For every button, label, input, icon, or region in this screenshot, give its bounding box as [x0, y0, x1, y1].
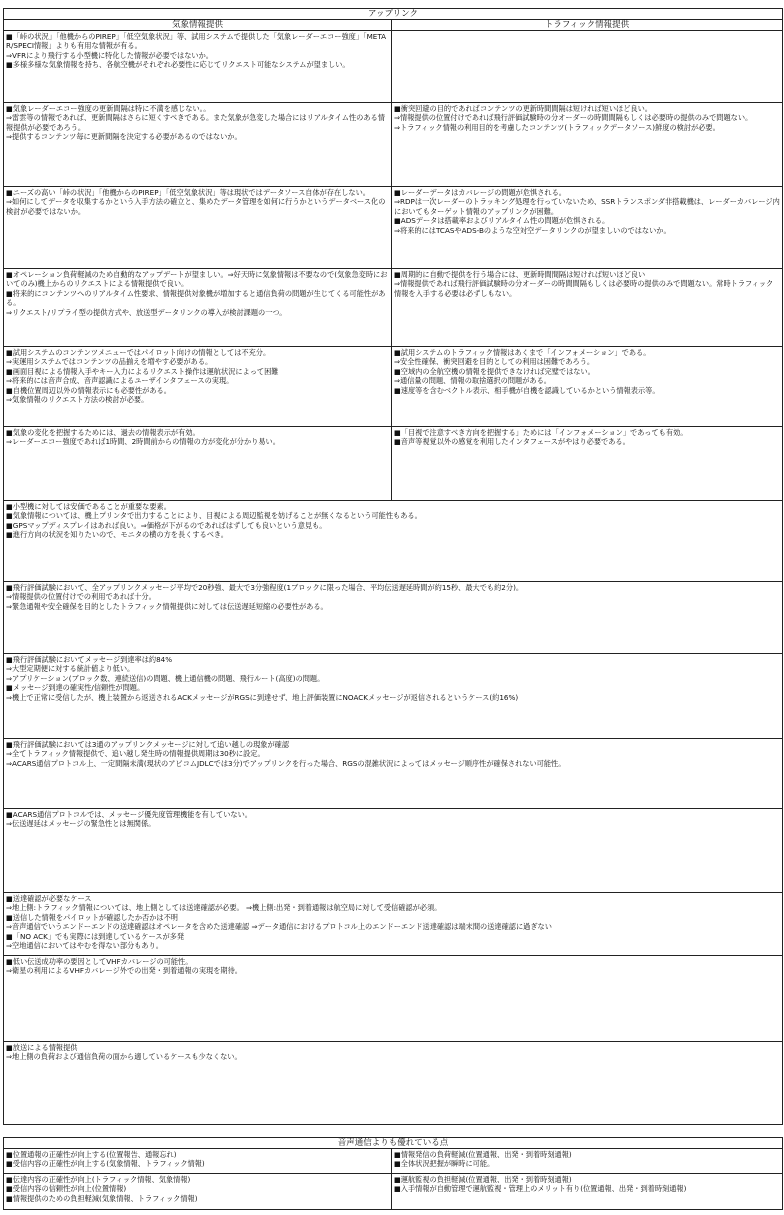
note-line: ■画面目視による情報入手やキー入力によるリクエスト操作は運航状況によって困難	[6, 366, 279, 376]
traffic-cell	[392, 347, 783, 427]
table-row	[4, 809, 783, 893]
note-line: ⇒ACARS通信プロトコル上、一定間隔未満(現状のアビコムJDLCでは3分)でアップリンクを行った場合、RGSの混雑状況によってはメッセージ順序性が確保されない可能性。	[6, 758, 566, 768]
note-line: ■「NO ACK」でも実際には到達しているケースが多発	[6, 931, 185, 941]
common-issue-cell	[4, 654, 783, 739]
voice-comparison-table	[3, 1137, 783, 1210]
note-line: ⇒衛星の利用によるVHFカバレージ外での出発・到着通報の実現を期待。	[6, 966, 242, 976]
note-line: ⇒将来的にはTCASやADS-Bのような空対空データリンクのが望ましいのではないか。	[394, 225, 671, 235]
note-line: ■「目視で注意すべき方向を把握する」ためには「インフォメーション」であっても有効。	[394, 428, 688, 437]
note-line: ⇒空地通信においてはやむを得ない部分もあり。	[6, 941, 163, 951]
uplink-table-body	[4, 31, 783, 1125]
note-line: ⇒情報提供であれば飛行評価試験時の分オーダーの時間間隔もしくは必要時の提供のみで問題ない。常時トラフィック情報を入手する必要は必ずしもない。	[394, 279, 774, 298]
note-line: ■「峠の状況」「他機からのPIREP」「低空気象状況」等、試用システムで提供した「気象レーダーエコー強度」「METAR/SPECI情報」よりも有用な情報が有る。	[6, 32, 387, 51]
note-line: ■メッセージ到達の確実性/信頼性が問題。	[6, 683, 145, 693]
voice-comparison-body	[4, 1149, 783, 1210]
note-line: ⇒VFRにより飛行する小型機に特化した情報が必要ではないか。	[6, 50, 213, 60]
note-line: ■低い伝送成功率の要因としてVHFカバレージの可能性。	[6, 957, 193, 966]
table-row	[4, 582, 783, 654]
weather-cell	[4, 269, 392, 347]
table-row	[4, 269, 783, 347]
note-line: ■ニーズの高い「峠の状況」「他機からのPIREP」「低空気象状況」等は現状ではデータソース自体が存在しない。	[6, 188, 370, 197]
document-page	[3, 8, 782, 1210]
table-row	[4, 31, 783, 103]
traffic-cell	[392, 103, 783, 187]
note-line: ■情報提供のための負担軽減(気象情報、トラフィック情報)	[6, 1193, 198, 1203]
note-line: ■周期的に自動で提供を行う場合には、更新時間間隔は短ければ短いほど良い	[394, 270, 646, 279]
note-line: ■入手情報が自動管理で運航監視・管理上のメリット有り(位置通報、出発・到着時刻通報)	[394, 1184, 687, 1194]
weather-cell	[4, 31, 392, 103]
note-line: ■受信内容の正確性が向上する(気象情報、トラフィック情報)	[6, 1159, 205, 1169]
note-line: ■速度等を含むベクトル表示、相手機が自機を認識しているかという情報表示等。	[394, 385, 660, 395]
note-line: ⇒雷雲等の情報であれば、更新間隔はさらに短くすべきである。また気象が急変した場合にはリアルタイム性のある情報提供が必要であろう。	[6, 113, 385, 132]
table-row	[4, 739, 783, 809]
note-line: ■送信した情報をパイロットが確認したか否かは不明	[6, 912, 178, 922]
note-line: ■進行方向の状況を知りたいので、モニタの横の方を長くするべき。	[6, 530, 228, 540]
common-issue-cell	[4, 1042, 783, 1125]
note-line: ⇒機上で正常に受信したが、機上装置から返送されるACKメッセージがRGSに到達せず、地上評価装置にNOACKメッセージが返信されるというケース(約16%)	[6, 692, 519, 702]
uplink-table	[3, 8, 783, 1125]
common-issue-cell	[4, 893, 783, 956]
table-row	[4, 347, 783, 427]
note-line: ⇒地上側:トラフィック情報については、地上側としては送達確認が必要。 ⇒機上側:出発・到着通報は航空局に対して受信確認が必須。	[6, 903, 442, 913]
note-line: ■放送による情報提供	[6, 1043, 78, 1052]
note-line: ⇒安全性確保、衝突回避を目的としての利用は困難であろう。	[394, 357, 595, 367]
traffic-cell	[392, 269, 783, 347]
note-line: ■レーダーデータはカバレージの問題が危惧される。	[394, 188, 566, 197]
note-line: ⇒音声通信でいうエンドーエンドの送達確認はオペレータを含めた送達確認 ⇒データ通信におけるプロトコル上のエンドーエンド送達確認は端末間の送達確認に過ぎない	[6, 922, 552, 932]
note-line: ■気象情報については、機上プリンタで出力することにより、目視による周辺監視を妨げることが無くなるという可能性もある。	[6, 511, 422, 521]
common-issue-cell	[4, 809, 783, 893]
note-line: ■多様多様な気象情報を持ち、各航空機がそれぞれ必要性に応じてリクエスト可能なシステムが望ましい。	[6, 60, 350, 70]
note-line: ■ACARS通信プロトコルでは、メッセージ優先度管理機能を有していない。	[6, 810, 252, 819]
voice-right-cell	[392, 1149, 783, 1174]
table-row	[4, 427, 783, 501]
note-line: ⇒情報提供の位置付けであれば飛行評価試験時の分オーダーの時間間隔もしくは必要時の提供のみで問題ない。	[394, 113, 753, 123]
note-line: ■送達確認が必要なケース	[6, 894, 92, 903]
weather-cell	[4, 347, 392, 427]
voice-right-cell	[392, 1174, 783, 1210]
note-line: ⇒リクエスト/リプライ型の提供方式や、放送型データリンクの導入が検討課題の一つ。	[6, 307, 287, 317]
table-row	[4, 187, 783, 269]
note-line: ⇒情報提供の位置付けでの利用であれば十分。	[6, 592, 156, 602]
note-line: ■飛行評価試験においてメッセージ到達率は約84%	[6, 655, 173, 664]
note-line: ⇒レーダーエコー強度であれば1時間、2時間前からの情報の方が変化が分かり易い。	[6, 437, 280, 447]
table-row	[4, 1149, 783, 1174]
traffic-cell	[392, 31, 783, 103]
weather-cell	[4, 103, 392, 187]
note-line: ■試用システムのトラフィック情報はあくまで「インフォメーション」である。	[394, 348, 651, 357]
table-row	[4, 103, 783, 187]
note-line: ⇒地上側の負荷および通信負荷の面から適しているケースも少なくない。	[6, 1052, 242, 1062]
note-line: ■音声等視覚以外の感覚を利用したインタフェースがやはり必要である。	[394, 437, 630, 447]
note-line: ⇒提供するコンテンツ毎に更新間隔を決定する必要があるのではないか。	[6, 132, 242, 142]
common-issue-cell	[4, 582, 783, 654]
note-line: ■GPSマップディスプレイはあれば良い。⇒価格が下がるのであればはずしても良いという意見も。	[6, 520, 327, 530]
note-line: ■伝達内容の正確性が向上(トラフィック情報、気象情報)	[6, 1175, 191, 1184]
uplink-title: アップリンク	[4, 9, 783, 20]
note-line: ■オペレーション負荷軽減のため自動的なアップデートが望ましい。⇒好天時に気象情報は不要なので(気象急変時においてのみ)機上からのリクエストによる情報提供で良い。	[6, 270, 388, 289]
note-line: ■小型機に対しては安価であることが重要な要素。	[6, 502, 171, 511]
note-line: ■受信内容の信頼性が向上(位置情報)	[6, 1184, 127, 1194]
note-line: ■気象の変化を把握するためには、過去の情報表示が有効。	[6, 428, 200, 437]
note-line: ■全体状況把握が瞬時に可能。	[394, 1159, 495, 1169]
weather-cell	[4, 427, 392, 501]
note-line: ⇒如何にしてデータを収集するかという入手方法の確立と、集めたデータ管理を如何に行うかというデータベース化の検討が必要ではないか。	[6, 197, 386, 216]
note-line: ⇒トラフィック情報の利用目的を考慮したコンテンツ(トラフィックデータソース)鮮度の検討が必要。	[394, 122, 720, 132]
voice-left-cell	[4, 1149, 392, 1174]
note-line: ■ADSデータは搭載率およびリアルタイム性の問題が危惧される。	[394, 216, 610, 226]
common-issue-cell	[4, 956, 783, 1042]
table-row	[4, 1174, 783, 1210]
traffic-cell	[392, 187, 783, 269]
note-line: ■空域内の全航空機の情報を提供できなければ完璧ではない。	[394, 366, 595, 376]
note-line: ⇒通信量の問題、情報の取捨選択の問題がある。	[394, 376, 551, 386]
weather-column-header: 気象情報提供	[4, 20, 392, 31]
note-line: ■運航監視の負担軽減(位置通報、出発・到着時刻通報)	[394, 1175, 572, 1184]
note-line: ■将来的にコンテンツへのリアルタイム性要求、情報提供対象機が増加すると通信負荷の問題が生じてくる可能性がある。	[6, 288, 386, 308]
note-line: ■位置通報の正確性が向上する(位置報告、通報忘れ)	[6, 1150, 177, 1159]
note-line: ■自機位置周辺以外の情報表示にも必要性がある。	[6, 385, 171, 395]
note-line: ⇒将来的には音声合成、音声認識によるユーザインタフェースの実現。	[6, 376, 234, 386]
table-row	[4, 893, 783, 956]
voice-left-cell	[4, 1174, 392, 1210]
common-issue-cell	[4, 501, 783, 582]
common-issue-cell	[4, 739, 783, 809]
table-row	[4, 1042, 783, 1125]
note-line: ■飛行評価試験において、全アップリンクメッセージ平均で20秒強、最大で3分強程度(1ブロックに限った場合、平均伝送遅延時間が約15秒、最大でも約2分)。	[6, 583, 524, 592]
table-row	[4, 501, 783, 582]
table-row	[4, 956, 783, 1042]
table-row	[4, 654, 783, 739]
voice-comparison-title: 音声通信よりも優れている点	[4, 1138, 783, 1149]
note-line: ■気象レーダーエコー強度の更新間隔は特に不満を感じない。。	[6, 104, 211, 113]
note-line: ■衝突回避の目的であればコンテンツの更新時間間隔は短ければ短いほど良い。	[394, 104, 652, 113]
note-line: ⇒アプリケーション(ブロック数、連続送信)の問題、機上通信機の問題、飛行ルート(高度)の問題。	[6, 673, 325, 683]
note-line: ⇒全てトラフィック情報提供で、追い越し発生時の情報提供周期は30秒に設定。	[6, 749, 265, 759]
note-line: ■試用システムのコンテンツメニューではパイロット向けの情報としては不充分。	[6, 348, 271, 357]
weather-cell	[4, 187, 392, 269]
note-line: ⇒大型定期便に対する統計値より低い。	[6, 664, 135, 674]
note-line: ⇒伝送遅延はメッセージの緊急性とは無関係。	[6, 819, 156, 829]
traffic-cell	[392, 427, 783, 501]
note-line: ■飛行評価試験においては3通のアップリンクメッセージに対して追い越しの現象が確認	[6, 740, 290, 749]
note-line: ⇒RDPは一次レーダーのトラッキング処理を行っていないため、SSRトランスポンダ非搭載機は、レーダーカバレージ内においてもターゲット情報のアップリンクが困難。	[394, 197, 780, 216]
note-line: ⇒緊急通報や安全確保を目的としたトラフィック情報提供に対しては伝送遅延短縮の必要性がある。	[6, 601, 328, 611]
note-line: ⇒気象情報のリクエスト方法の検討が必要。	[6, 395, 149, 405]
note-line: ⇒実運用システムではコンテンツの品揃えを増やす必要がある。	[6, 357, 213, 367]
note-line: ■情報発信の負荷軽減(位置通報、出発・到着時刻通報)	[394, 1150, 572, 1159]
traffic-column-header: トラフィック情報提供	[392, 20, 783, 31]
